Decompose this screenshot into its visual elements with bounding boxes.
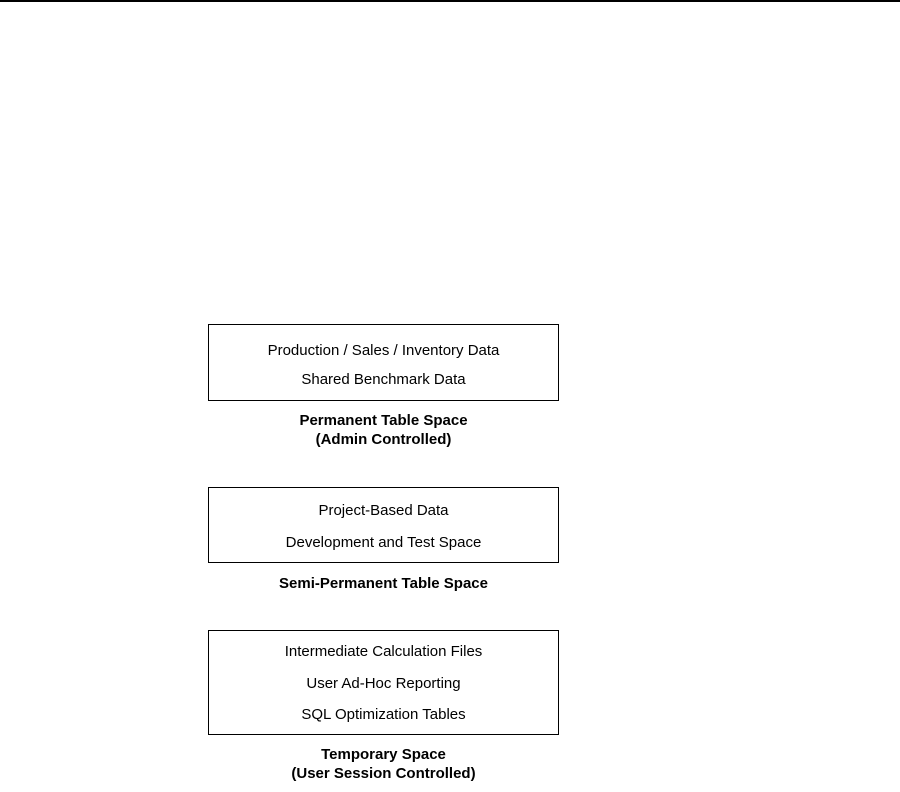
caption-title: Permanent Table Space bbox=[299, 412, 468, 429]
semi-permanent-table-space-box bbox=[208, 487, 559, 563]
temporary-space-caption bbox=[208, 745, 559, 783]
temporary-space-box bbox=[208, 630, 559, 735]
box-item: SQL Optimization Tables bbox=[301, 706, 466, 723]
caption-title: Semi-Permanent Table Space bbox=[279, 575, 488, 592]
permanent-table-space-caption bbox=[208, 411, 559, 449]
box-item: Shared Benchmark Data bbox=[301, 371, 466, 388]
caption-title: Temporary Space bbox=[321, 746, 446, 763]
permanent-table-space-box bbox=[208, 324, 559, 401]
semi-permanent-table-space-caption bbox=[208, 574, 559, 593]
caption-subtitle: (Admin Controlled) bbox=[315, 431, 452, 448]
box-item: User Ad-Hoc Reporting bbox=[306, 675, 461, 692]
box-item: Project-Based Data bbox=[318, 502, 449, 519]
box-item: Production / Sales / Inventory Data bbox=[267, 342, 500, 359]
caption-subtitle: (User Session Controlled) bbox=[291, 765, 476, 782]
box-item: Development and Test Space bbox=[285, 534, 482, 551]
box-item: Intermediate Calculation Files bbox=[284, 643, 483, 660]
top-rule bbox=[0, 0, 900, 2]
